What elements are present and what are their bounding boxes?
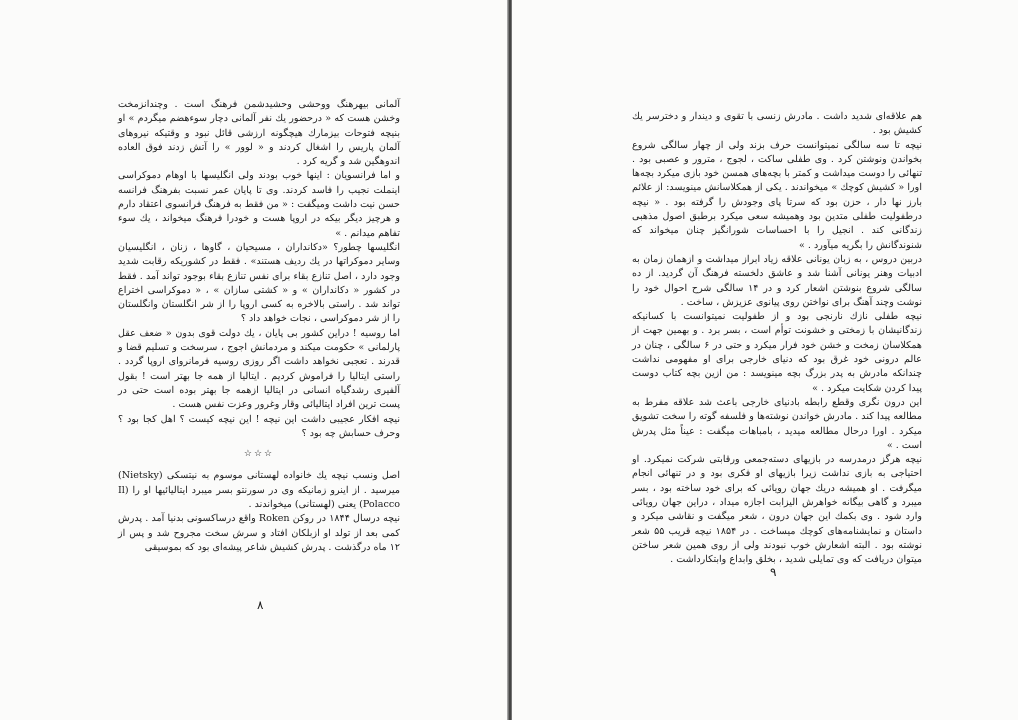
paragraph: و اما فرانسویان : اینها خوب بودند ولی انگلیسها با اوهام دموکراسی اینملت نجیب را فاسد کردند. وی تا پایان عمر نسبت بفرهنگ فرانسه حسن نیت داشت ومیگفت : « من فقط به فرهنگ فرانسوی اعتقاد دارم و هرچیز دیگر بیکه در اروپا هست و خودرا فرهنگ میخواند ، یك سوء تفاهم میدانم . » [118, 170, 400, 239]
section-ornament: ☆☆☆ [243, 449, 275, 460]
paragraph: نیچه درسال ۱۸۴۴ در روکن Roken واقع درساکسونی بدنیا آمد . پدرش کمی بعد از تولد او ازبلکان افتاد و سرش سخت مجروح شد و پس از ۱۲ ماه درگذشت . پدرش کشیش شاعر پیشه‌ای بود که بموسیقی [118, 513, 400, 553]
paragraph: اصل ونسب نیچه یك خانواده لهستانی موسوم به نیتسکی (Nietsky) میرسید . از اینرو زمانیکه وی در سورنتو بسر میبرد ایتالیائیها او را (Il Polacco) یعنی (لهستانی) میخواندند . [118, 470, 400, 511]
paragraph: انگلیسها چطور؟ «دکانداران ، مسیحیان ، گاوها ، زنان ، انگلیسیان وسایر دموکراتها در یك ردیف هستند» . فقط در کشوریکه رقابت شدید وجود دارد ، اصل تنازع بقاء برای نفس تنازع بقاء بوجود تواند آمد . فقط در کشور « دکانداران » و « کشتی سازان » ، « دموکراسی اختراع تواند شد . راستی بالاخره به کسی اروپا را از شر انگلستان وانگلستان را از شر دموکراسی ، نجات خواهد داد ؟ [118, 241, 400, 325]
right-page-text [632, 110, 922, 568]
left-page-text [118, 98, 400, 555]
page-number: ٨ [257, 598, 264, 612]
paragraph: اما روسیه ! دراین کشور بی پایان ، یك دولت قوی بدون « ضعف عقل پارلمانی » حکومت میکند و مردمانش اجوج ، سرسخت و تسلیم قضا و قدرند . تعجبی نخواهد داشت اگر روزی روسیه فرمانروای اروپا گردد . راستی ایتالیا را فراموش کردیم . ایتالیا از همه جا بهتر است ! بقول آلفیری رشدگیاه انسانی در ایتالیا ازهمه جا بهتر بوده است حتی در پست ترین افراد ایتالیائی وقار وغرور وعزت نفس هست . [118, 327, 400, 411]
paragraph: هم علاقه‌ای شدید داشت . مادرش زنسی با تقوی و دیندار و دخترسر یك کشیش بود . [632, 111, 922, 137]
page-number: ٩ [770, 565, 777, 579]
paragraph: نیچه افکار عجیبی داشت این نیچه ! این نیچه کیست ؟ اهل کجا بود ؟ وحرف حسابش چه بود ؟ [118, 413, 400, 439]
right-page [512, 0, 1018, 720]
paragraph: نیچه تا سه سالگی نمیتوانست حرف بزند ولی از چهار سالگی شروع بخواندن ونوشتن کرد . وی طفلی ساکت ، لجوج ، مترور و عصبی بود . تنهائی را دوست میداشت و کمتر با بچه‌های همسن خود بازی میکرد بچه‌ها اورا « کشیش کوچك » میخواندند . یکی از همکلاسانش مینویسد: از علائم بارز نها دار ، حزن بود که سرتا پای وجودش را گرفته بود . « نیچه درطفولیت طفلی متدین بود وهمیشه سعی میکرد برطبق اصول مذهبی زندگانی کند . انجیل را با احساسات شورانگیز چنان میخواند که شنوندگانش را بگریه میآورد . » [632, 139, 922, 251]
paragraph: نیچه طفلی نازك نارنجی بود و از طفولیت نمیتوانست با کسانیکه زندگانیشان با زمختی و خشونت توأم است ، بسر برد . و بهمین جهت از همکلاسان زمخت و خشن خود فرار میکرد و حتی در ۶ سالگی ، چنان در عالم درونی خود غرق بود که دنیای خارجی برای او مفهومی نداشت چندانکه مادرش به پدر بزرگ بچه مینویسد : من ازین بچه کتاب دوست پیدا کردن شکایت میکرد . » [632, 311, 922, 394]
paragraph: آلمانی بیهرهنگ ووحشی وحشیدشمن فرهنگ است . وچندانزمخت وخشن هست که « درحضور یك نفر آلمانی دچار سوءهضم میگردم » او بنیچه فتوحات بیزمارك هیچگونه ارزشی قائل نبود و وقتیکه نیروهای آلمان پاریس را اشغال کردند و « لوور » را آتش زدند فوق العاده اندوهگین شد و گریه کرد . [118, 99, 400, 168]
paragraph: نیچه هرگز درمدرسه در بازیهای دسته‌جمعی ورقابتی شرکت نمیکرد. او احتیاجی به بازی نداشت زیرا بازیهای او فکری بود و در تنهائی انجام میگرفت . او همیشه دریك جهان رویائی که برای خود ساخته بود ، بسر میبرد و گاهی بیگانه خواهرش الیزابت اجازه میداد ، دراین جهان رویائی وارد شود . وی بکمك این جهان درون ، شعر میگفت و نقاشی میکرد و داستان و نمایشنامه‌های کوچك میساخت . در ۱۸۵۴ نیچه قریب ۵۵ شعر نوشته بود . البته اشعارش خوب نبودند ولی از روی همین شعر ساختن میتوان دریافت که وی تمایلی شدید ، بخلق وابداع وابتکارداشت . [632, 454, 922, 566]
paragraph: این درون نگری وقطع رابطه بادنیای خارجی باعث شد علاقه مفرط به مطالعه پیدا کند . مادرش خواندن نوشته‌ها و فلسفه گوته را سخت تشویق میکرد . اورا درحال مطالعه میدید ، بامباهات میگفت : عیناً مثل پدرش است . » [632, 396, 922, 451]
paragraph: دربین دروس ، به زبان یونانی علاقه زیاد ابراز میداشت و ازهمان زمان به ادبیات وهنر یونانی آشنا شد و عاشق دلخسته فرهنگ آن گردید. از ده سالگی شروع بنوشتن اشعار کرد و در ۱۴ سالگی شرح احوال خود را نوشت وچند آهنگ برای نواختن روی پیانوی عزیزش ، ساخت . [632, 253, 922, 308]
left-page [0, 0, 508, 720]
